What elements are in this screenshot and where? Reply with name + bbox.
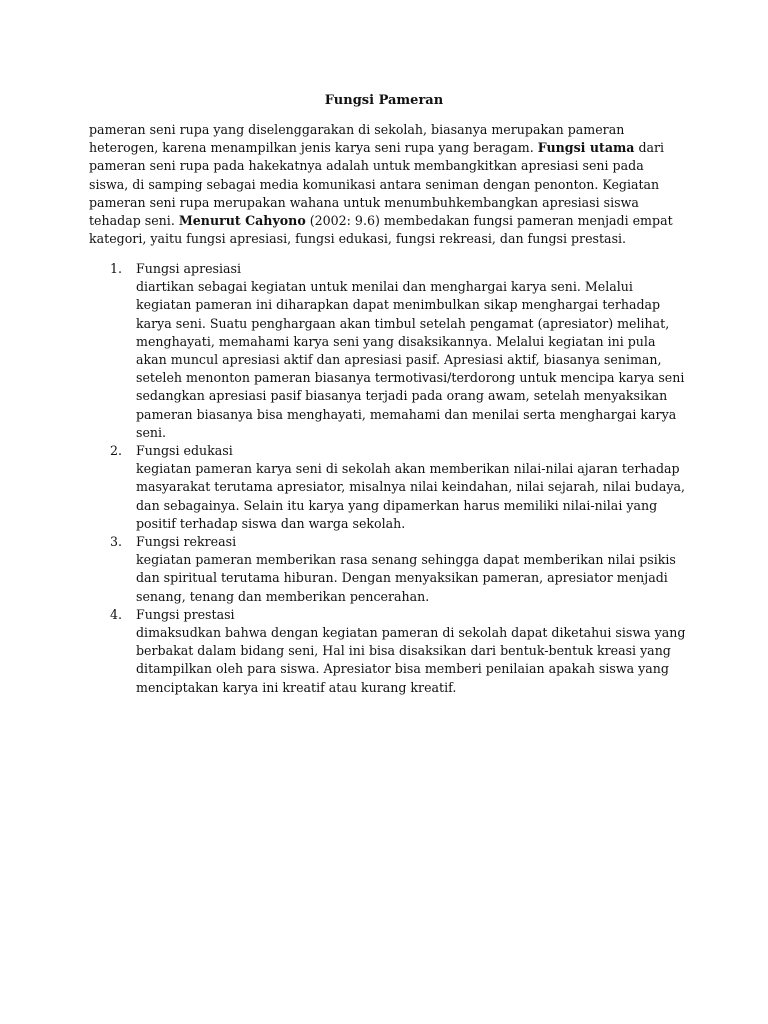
list-number: 1.	[110, 261, 123, 276]
function-list	[89, 260, 689, 697]
document-title: Fungsi Pameran	[324, 93, 444, 108]
list-item-title: Fungsi edukasi	[136, 443, 233, 459]
list-item-body: dimaksudkan bahwa dengan kegiatan pameran di sekolah dapat diketahui siswa yang berbakat dalam bidang seni, Hal ini bisa disaksikan dari bentuk-bentuk kreasi yang ditampilkan oleh para siswa. Apresiator bisa memberi penilaian apakah siswa yang menciptakan karya ini kreatif atau kurang kreatif.	[136, 625, 686, 695]
intro-text-3: (2002: 9.6) membedakan fungsi pameran menjadi empat kategori, yaitu fungsi apresiasi, fungsi edukasi, fungsi rekreasi, dan fungsi prestasi.	[89, 213, 673, 247]
list-item-title: Fungsi apresiasi	[136, 261, 242, 276]
list-number: 2.	[110, 443, 123, 459]
list-item-body: kegiatan pameran memberikan rasa senang sehingga dapat memberikan nilai psikis dan spiritual terutama hiburan. Dengan menyaksikan pameran, apresiator menjadi senang, tenang dan memberikan pencerahan.	[136, 552, 676, 604]
list-item-edukasi	[89, 442, 689, 533]
list-item-body: kegiatan pameran karya seni di sekolah akan memberikan nilai-nilai ajaran terhadap masyarakat terutama apresiator, misalnya nilai keindahan, nilai sejarah, nilai budaya, dan sebagainya. Selain itu karya yang dipamerkan harus memiliki nilai-nilai yang positif terhadap siswa dan warga sekolah.	[136, 461, 685, 531]
intro-paragraph	[89, 121, 679, 248]
intro-text-1: pameran seni rupa yang diselenggarakan di sekolah, biasanya merupakan pameran heterogen, karena menampilkan jenis karya seni rupa yang beragam.	[89, 122, 625, 156]
list-item-title: Fungsi rekreasi	[136, 534, 237, 550]
list-number: 3.	[110, 534, 123, 550]
intro-bold-fungsi-utama: Fungsi utama	[537, 140, 635, 156]
list-number: 4.	[110, 606, 123, 622]
list-item-prestasi	[89, 606, 689, 697]
list-item-rekreasi	[89, 533, 689, 606]
intro-bold-menurut-cahyono: Menurut Cahyono	[178, 213, 306, 229]
intro-text-2: dari pameran seni rupa pada hakekatnya adalah untuk membangkitkan apresiasi seni pada siswa, di samping sebagai media komunikasi antara seniman dengan penonton. Kegiatan pameran seni rupa merupakan wahana untuk menumbuhkembangkan apresiasi siswa tehadap seni.	[89, 140, 665, 229]
list-item-apresiasi	[89, 260, 689, 442]
list-item-body: diartikan sebagai kegiatan untuk menilai dan menghargai karya seni. Melalui kegiatan pameran ini diharapkan dapat menimbulkan sikap menghargai terhadap karya seni. Suatu penghargaan akan timbul setelah pengamat (apresiator) melihat, menghayati, memahami karya seni yang disaksikannya. Melalui kegiatan ini pula akan muncul apresiasi aktif dan apresiasi pasif. Apresiasi aktif, biasanya seniman, seteleh menonton pameran biasanya termotivasi/terdorong untuk mencipa karya seni sedangkan apresiasi pasif biasanya terjadi pada orang awam, setelah menyaksikan pameran biasanya bisa menghayati, memahami dan menilai serta menghargai karya seni.	[136, 279, 685, 440]
list-item-title: Fungsi prestasi	[136, 606, 235, 622]
